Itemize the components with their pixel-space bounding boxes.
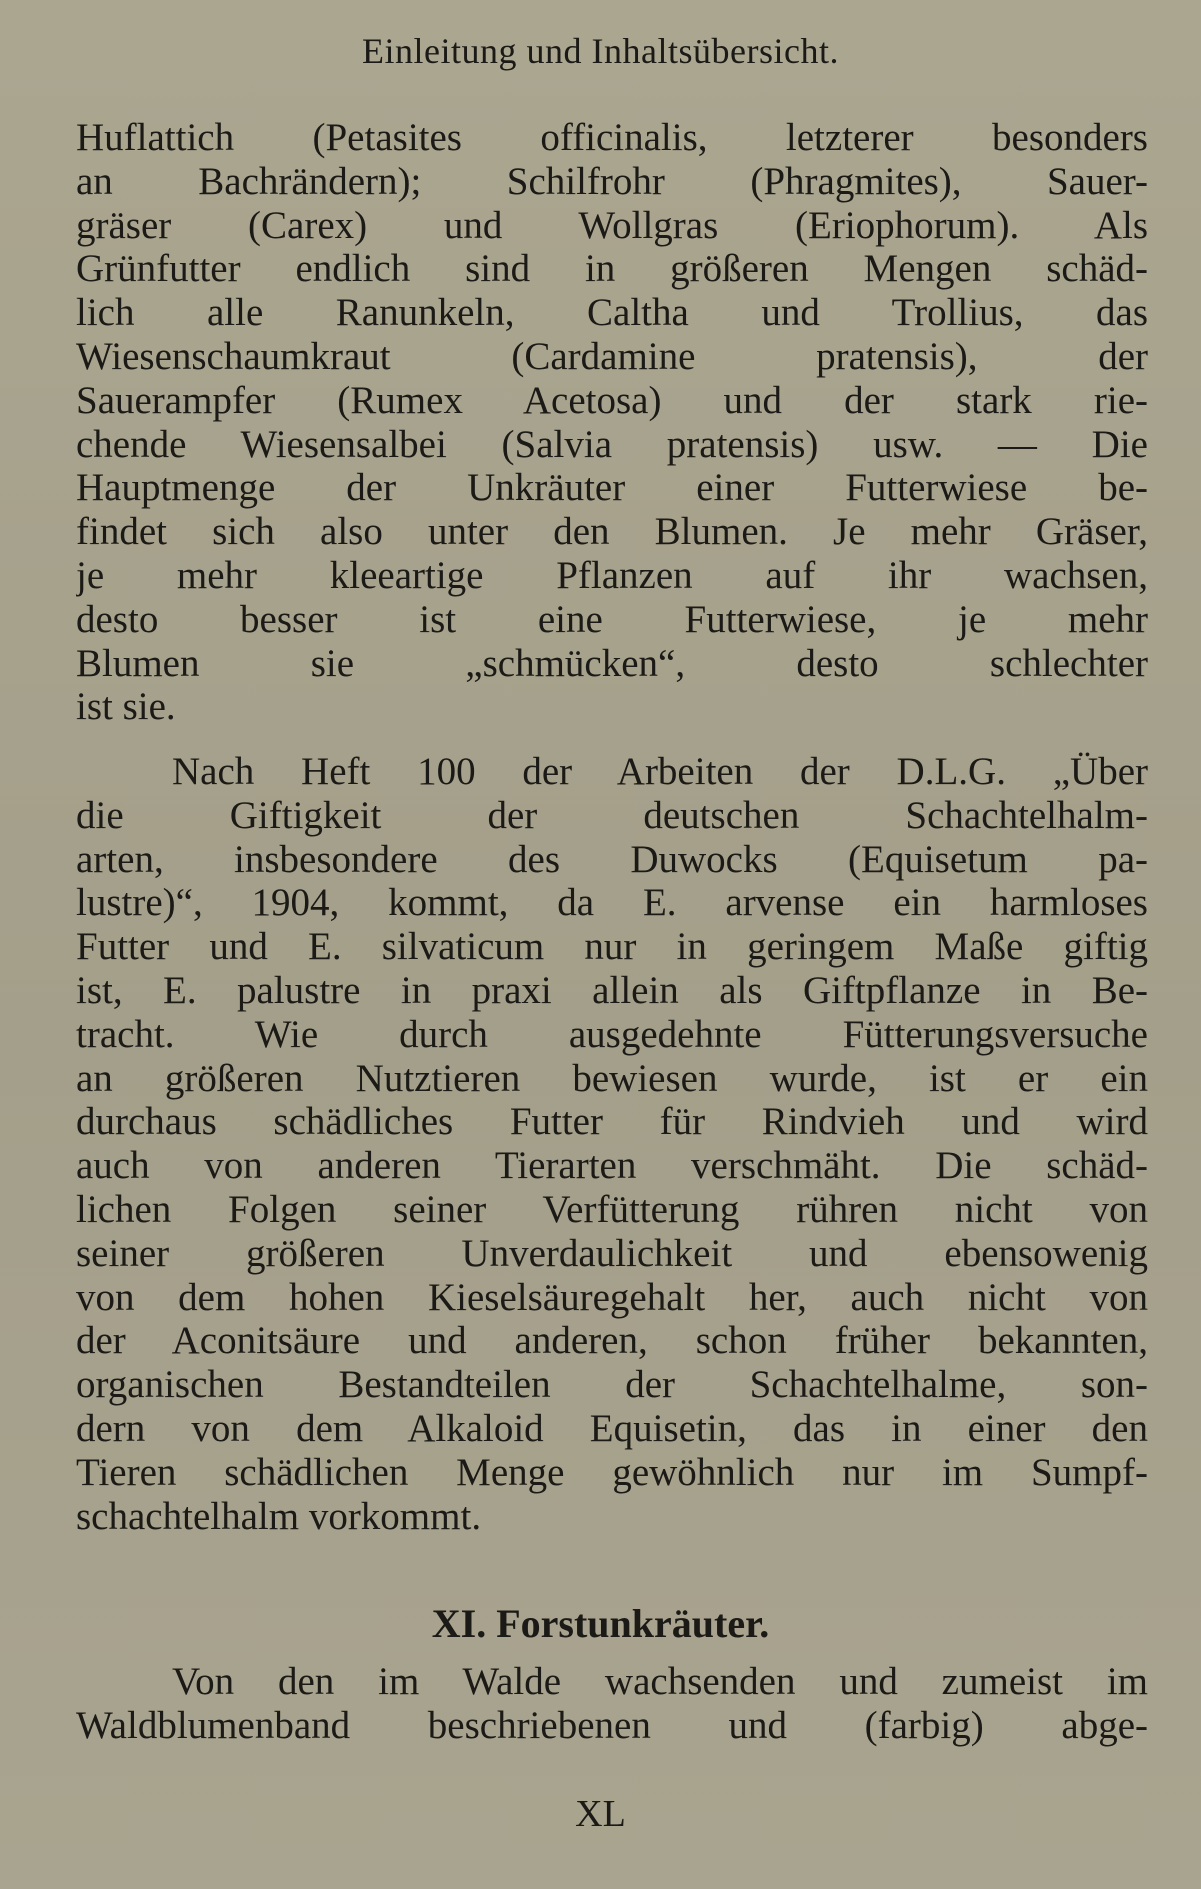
text-line: Hauptmenge der Unkräuter einer Futterwiese be- [76, 466, 1148, 510]
text-line: ist, E. palustre in praxi allein als Giftpflanze in Be- [76, 968, 1148, 1012]
paragraph-forstunkraeuter [76, 1660, 1148, 1748]
text-line: je mehr kleeartige Pflanzen auf ihr wachsen, [76, 553, 1148, 597]
text-line: an Bachrändern); Schilfrohr (Phragmites), Sauer- [76, 159, 1148, 203]
text-line: ist sie. [76, 685, 176, 729]
text-line: Huflattich (Petasites officinalis, letzterer besonders [76, 116, 1148, 159]
text-line: arten, insbesondere des Duwocks (Equisetum pa- [76, 837, 1148, 881]
text-line: gräser (Carex) und Wollgras (Eriophorum). Als [76, 203, 1148, 247]
text-line: lichen Folgen seiner Verfütterung rühren nicht von [76, 1187, 1148, 1231]
text-line: von dem hohen Kieselsäuregehalt her, auch nicht von [76, 1275, 1148, 1319]
text-line: Blumen sie „schmücken“, desto schlechter [76, 641, 1148, 685]
running-header: Einleitung und Inhaltsübersicht. [362, 31, 839, 71]
text-line: findet sich also unter den Blumen. Je mehr Gräser, [76, 510, 1148, 554]
text-line: Von den im Walde wachsenden und zumeist im [172, 1660, 1148, 1703]
text-line: schachtelhalm vorkommt. [76, 1494, 482, 1538]
text-line: auch von anderen Tierarten verschmäht. Die schäd- [76, 1144, 1148, 1188]
text-line: durchaus schädliches Futter für Rindvieh und wird [76, 1100, 1148, 1144]
text-line: Futter und E. silvaticum nur in geringem Maße giftig [76, 925, 1148, 969]
page-number: XL [575, 1793, 626, 1835]
text-line: die Giftigkeit der deutschen Schachtelhalm- [76, 793, 1148, 837]
text-line: Grünfutter endlich sind in größeren Mengen schäd- [76, 247, 1148, 291]
text-line: chende Wiesensalbei (Salvia pratensis) usw. — Die [76, 422, 1148, 466]
text-line: lustre)“, 1904, kommt, da E. arvense ein harmloses [76, 881, 1148, 925]
text-line: Wiesenschaumkraut (Cardamine pratensis), der [76, 334, 1148, 378]
text-line: Nach Heft 100 der Arbeiten der D.L.G. „Über [172, 750, 1148, 793]
text-line: desto besser ist eine Futterwiese, je mehr [76, 597, 1148, 641]
text-line: tracht. Wie durch ausgedehnte Fütterungsversuche [76, 1012, 1148, 1056]
text-line: seiner größeren Unverdaulichkeit und ebensowenig [76, 1231, 1148, 1275]
section-heading: XI. Forstunkräuter. [431, 1601, 770, 1646]
text-line: Sauerampfer (Rumex Acetosa) und der stark rie- [76, 378, 1148, 422]
paragraph-schachtelhalm [76, 750, 1148, 1538]
text-line: dern von dem Alkaloid Equisetin, das in einer den [76, 1406, 1148, 1450]
paragraph-wiesenunkraeuter [76, 116, 1148, 729]
text-line: Waldblumenband beschriebenen und (farbig) abge- [76, 1703, 1148, 1747]
text-line: an größeren Nutztieren bewiesen wurde, ist er ein [76, 1056, 1148, 1100]
text-line: organischen Bestandteilen der Schachtelhalme, son- [76, 1363, 1148, 1407]
text-line: der Aconitsäure und anderen, schon früher bekannten, [76, 1319, 1148, 1363]
text-line: lich alle Ranunkeln, Caltha und Trollius, das [76, 291, 1148, 335]
text-line: Tieren schädlichen Menge gewöhnlich nur im Sumpf- [76, 1450, 1148, 1494]
